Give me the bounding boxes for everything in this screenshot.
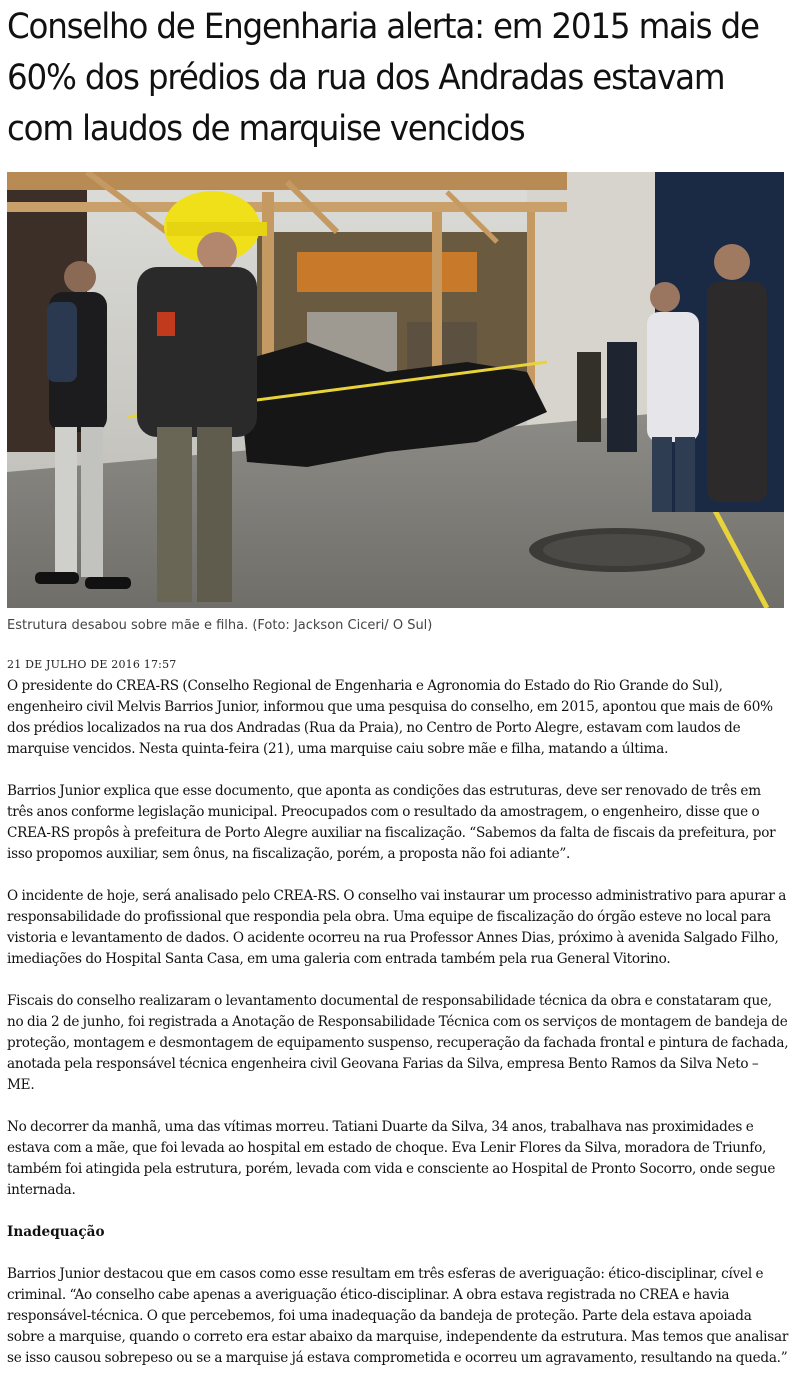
article: [7, 0, 789, 1390]
paragraph: Barrios Junior explica que esse documento, que aponta as condições das estruturas, deve ser renovado de três em três anos conforme legislação municipal. Preocupados com o resultado da amostragem, o engenheiro, disse que o CREA-RS propôs à prefeitura de Porto Alegre auxiliar na fiscalização. “Sabemos da falta de fiscais da prefeitura, por isso propomos auxiliar, sem ônus, na fiscalização, porém, a proposta não foi adiante”.: [7, 783, 776, 862]
paragraph: Fiscais do conselho realizaram o levantamento documental de responsabilidade técnica da obra e constataram que, no dia 2 de junho, foi registrada a Anotação de Responsabilidade Técnica com os serviços de montagem de bandeja de proteção, montagem e desmontagem de equipamento suspenso, recuperação da fachada frontal e pintura de fachada, anotada pela responsável técnica engenheira civil Geovana Farias da Silva, empresa Bento Ramos da Silva Neto – ME.: [7, 993, 789, 1093]
paragraph: Barrios Junior destacou que em casos como esse resultam em três esferas de averiguação: ético-disciplinar, cível e criminal. “Ao conselho cabe apenas a averiguação ético-disciplinar. A obra estava registrada no CREA e havia responsável-técnica. O que percebemos, foi uma inadequação da bandeja de proteção. Parte dela estava apoiada sobre a marquise, quando o correto era estar abaixo da marquise, independente da estrutura. Mas temos que analisar se isso causou sobrepeso ou se a marquise já estava comprometida e ocorreu um agravamento, resultando na queda.”: [7, 1266, 789, 1366]
paragraph: No decorrer da manhã, uma das vítimas morreu. Tatiani Duarte da Silva, 34 anos, trabalhava nas proximidades e estava com a mãe, que foi levada ao hospital em estado de choque. Eva Lenir Flores da Silva, moradora de Triunfo, também foi atingida pela estrutura, porém, levada com vida e consciente ao Hospital de Pronto Socorro, onde segue internada.: [7, 1119, 776, 1198]
publish-date: 21 DE JULHO DE 2016 17:57: [7, 658, 177, 671]
paragraph: O presidente do CREA-RS (Conselho Regional de Engenharia e Agronomia do Estado do Rio Grande do Sul), engenheiro civil Melvis Barrios Junior, informou que uma pesquisa do conselho, em 2015, apontou que mais de 60% dos prédios localizados na rua dos Andradas (Rua da Praia), no Centro de Porto Alegre, estavam com laudos de marquise vencidos. Nesta quinta-feira (21), uma marquise caiu sobre mãe e filha, matando a última.: [7, 678, 773, 757]
section-subheading: Inadequação: [7, 1224, 105, 1240]
photo-caption: Estrutura desabou sobre mãe e filha. (Foto: Jackson Ciceri/ O Sul): [7, 618, 433, 633]
article-photo: [7, 172, 784, 608]
paragraph: O incidente de hoje, será analisado pelo CREA-RS. O conselho vai instaurar um processo administrativo para apurar a responsabilidade do profissional que respondia pela obra. Uma equipe de fiscalização do órgão esteve no local para vistoria e levantamento de dados. O acidente ocorreu na rua Professor Annes Dias, próximo à avenida Salgado Filho, imediações do Hospital Santa Casa, em uma galeria com entrada também pela rua General Vitorino.: [7, 888, 787, 967]
headline: Conselho de Engenharia alerta: em 2015 mais de 60% dos prédios da rua dos Andradas estavam com laudos de marquise vencidos: [7, 7, 759, 149]
article-body: [7, 676, 789, 1369]
